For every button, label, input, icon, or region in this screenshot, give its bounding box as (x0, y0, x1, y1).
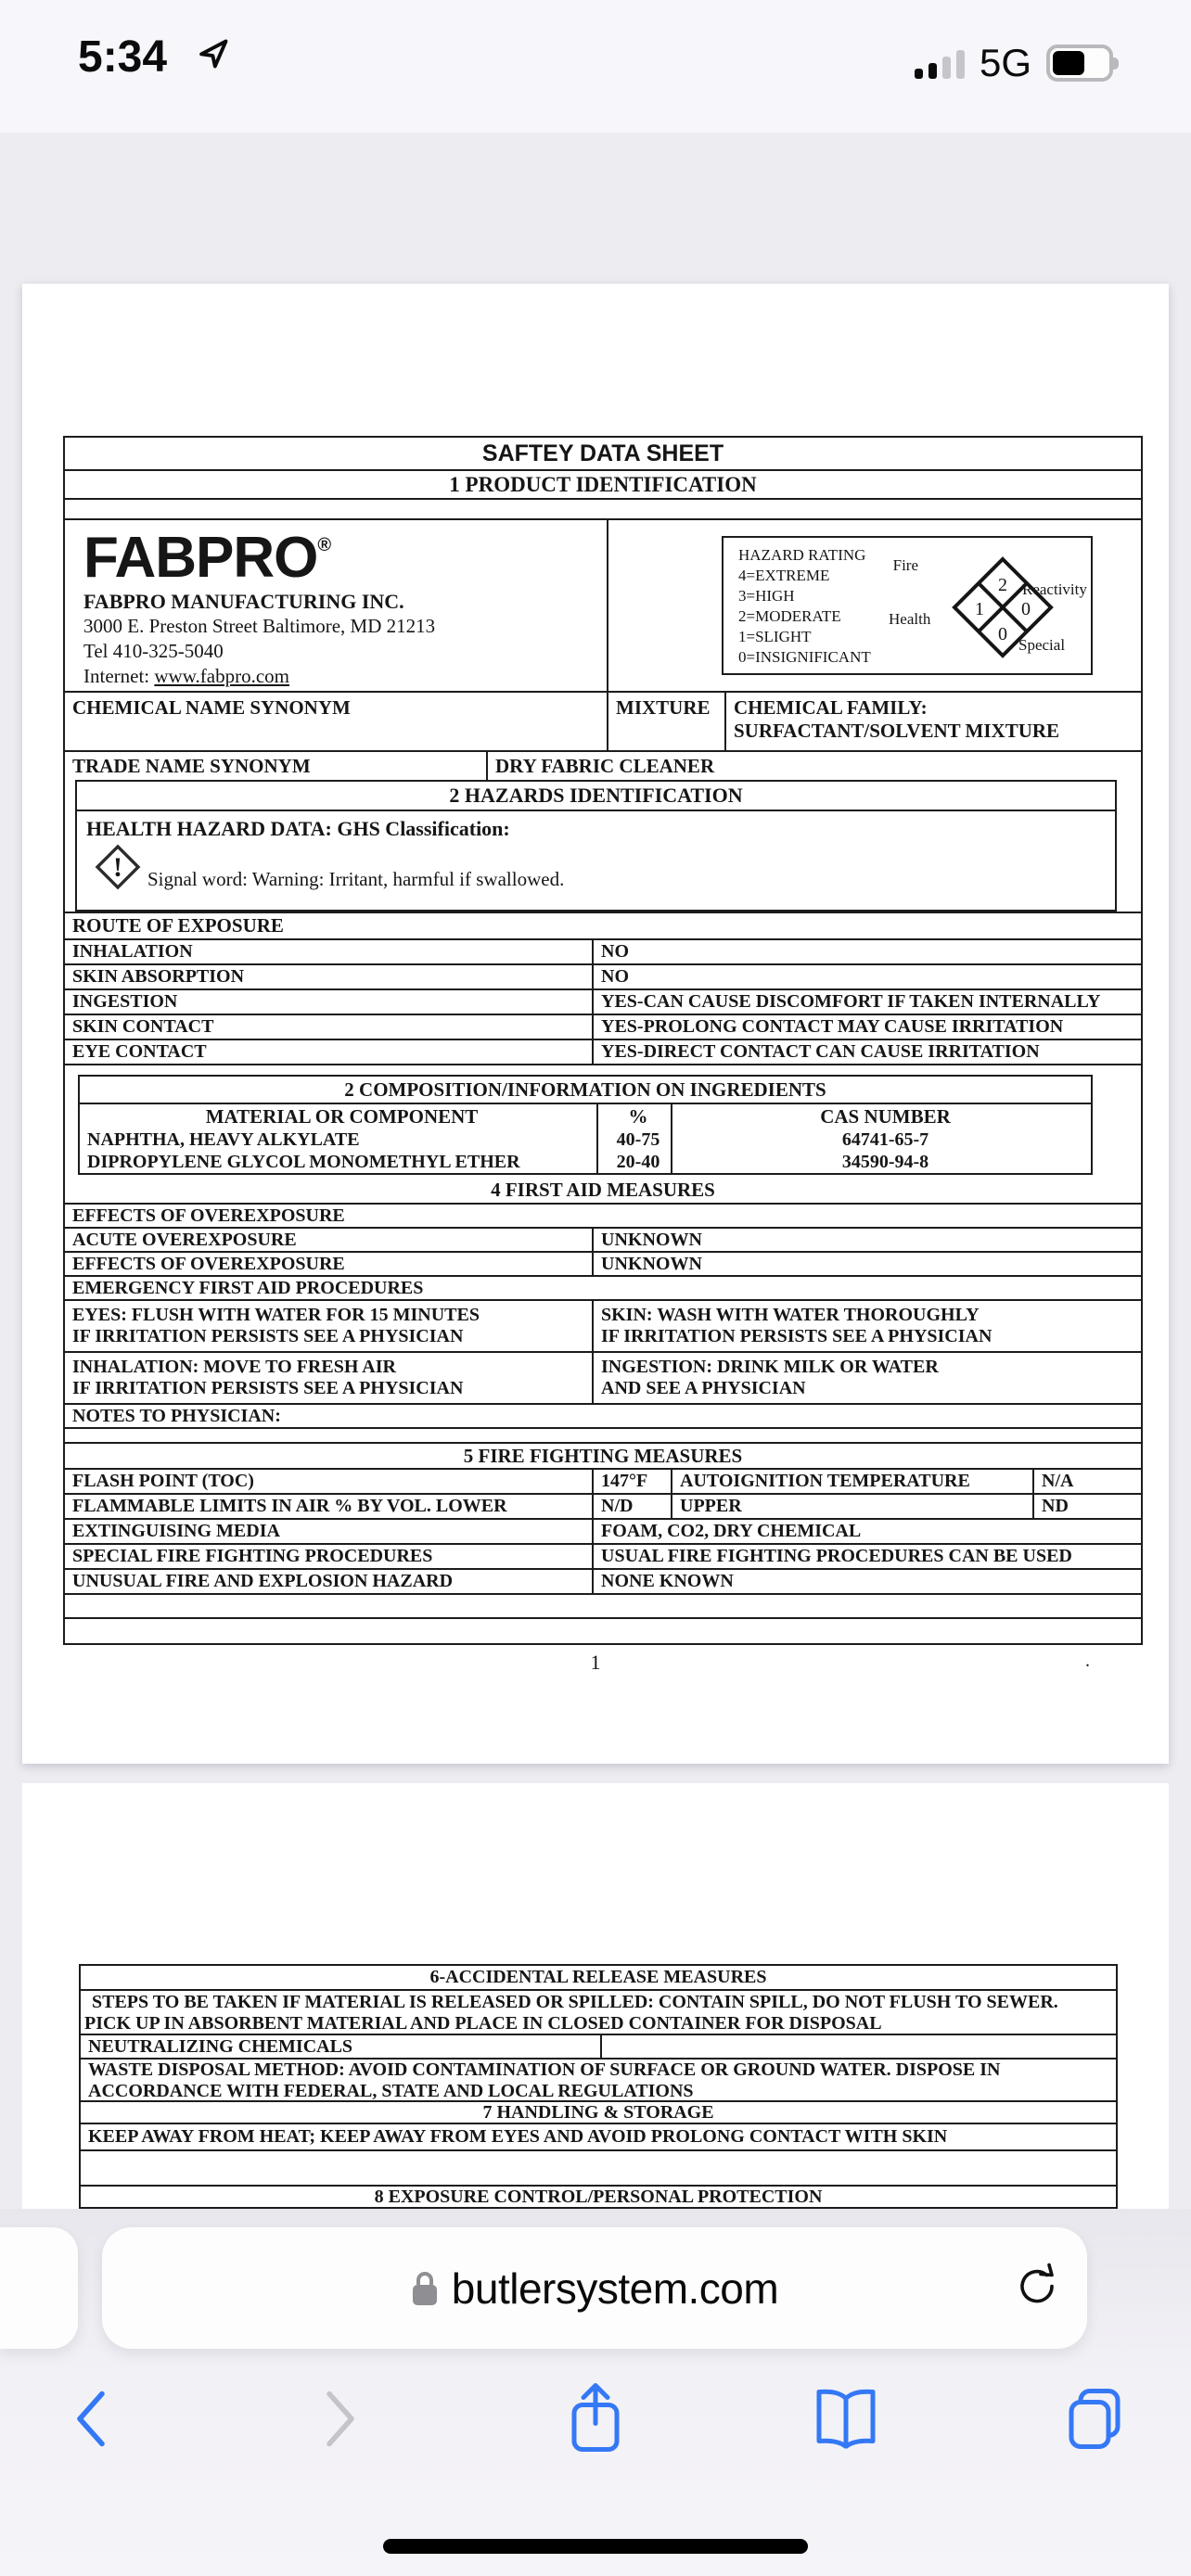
steps-row: STEPS TO BE TAKEN IF MATERIAL IS RELEASED OR SPILLED: CONTAIN SPILL, DO NOT FLUSH TO SEWER. PICK UP IN ABSORBENT MATERIAL AND PLACE IN CLOSED CONTAINER FOR DISPOSAL (81, 1989, 1116, 2034)
health-rating: 1 (975, 599, 984, 619)
hazard-legend: HAZARD RATING 4=EXTREME 3=HIGH 2=MODERATE 1=SLIGHT 0=INSIGNIFICANT (738, 546, 871, 666)
battery-icon (1046, 45, 1119, 82)
lock-icon (411, 2270, 439, 2307)
exposure-header-row: 8 EXPOSURE CONTROL/PERSONAL PROTECTION (81, 2185, 1116, 2207)
url-text: butlersystem.com (451, 2264, 779, 2313)
spacer-row (65, 498, 1141, 518)
flash-point-row: FLASH POINT (TOC) 147°F AUTOIGNITION TEMPERATURE N/A (65, 1468, 1141, 1493)
handling-header-row: 7 HANDLING & STORAGE (81, 2100, 1116, 2123)
stray-mark: . (1085, 1651, 1090, 1671)
pdf-page-2 (22, 1783, 1169, 2209)
spacer-row (65, 1427, 1141, 1442)
location-services-icon (197, 37, 230, 75)
hazards-id-header-row: 2 HAZARDS IDENTIFICATION (449, 784, 743, 807)
route-row-eye-contact: EYE CONTACT YES-DIRECT CONTACT CAN CAUSE IRRITATION (65, 1039, 1141, 1064)
back-button[interactable] (70, 2389, 109, 2455)
hazard-cell (607, 520, 1141, 691)
hazard-rating-box (722, 536, 1093, 675)
keep-away-row: KEEP AWAY FROM HEAT; KEEP AWAY FROM EYES AND AVOID PROLONG CONTACT WITH SKIN (81, 2123, 1116, 2149)
first-aid-header-row: 4 FIRST AID MEASURES (491, 1178, 715, 1201)
nfpa-diamond-icon (915, 538, 1091, 677)
reactivity-label: Reactivity (1022, 580, 1087, 598)
tabs-icon[interactable] (1064, 2388, 1125, 2455)
eyes-skin-row: EYES: FLUSH WITH WATER FOR 15 MINUTES IF IRRITATION PERSISTS SEE A PHYSICIAN SKIN: WASH WITH WATER THOROUGHLY IF IRRITATION PERSISTS SEE A PHYSICIAN (65, 1299, 1141, 1351)
safari-toolbar (0, 2361, 1191, 2481)
composition-row-2: DIPROPYLENE GLYCOL MONOMETHYL ETHER 20-40 34590-94-8 (80, 1151, 1091, 1173)
pdf-page-1 (22, 284, 1169, 1764)
extinguishing-media-row: EXTINGUISING MEDIA FOAM, CO2, DRY CHEMICAL (65, 1518, 1141, 1543)
company-website-line: Internet: www.fabpro.com (83, 665, 289, 687)
accidental-header-row: 6-ACCIDENTAL RELEASE MEASURES (429, 1967, 767, 1987)
neutralizing-row: NEUTRALIZING CHEMICALS (81, 2034, 1116, 2058)
acute-row: ACUTE OVEREXPOSURE UNKNOWN (65, 1227, 1141, 1251)
website-link[interactable]: www.fabpro.com (154, 665, 289, 687)
forward-button[interactable] (322, 2389, 361, 2455)
company-name: FABPRO MANUFACTURING INC. (83, 590, 404, 613)
status-indicators (915, 37, 1119, 89)
company-block (65, 520, 607, 691)
spacer-row (81, 2149, 1116, 2185)
doc-title-row (65, 438, 1141, 469)
url-bar[interactable] (102, 2227, 1087, 2349)
page-number: 1 (590, 1651, 601, 1674)
route-row-ingestion: INGESTION YES-CAN CAUSE DISCOMFORT IF TAKEN INTERNALLY (65, 988, 1141, 1014)
fabpro-logo: FABPRO® (83, 526, 331, 590)
composition-row-1: NAPHTHA, HEAVY ALKYLATE 40-75 64741-65-7 (80, 1129, 1091, 1151)
inhalation-ingestion-row: INHALATION: MOVE TO FRESH AIR IF IRRITATION PERSISTS SEE A PHYSICIAN INGESTION: DRINK MILK OR WATER AND SEE A PHYSICIAN (65, 1351, 1141, 1403)
reactivity-rating: 0 (1021, 599, 1031, 619)
waste-disposal-row: WASTE DISPOSAL METHOD: AVOID CONTAMINATION OF SURFACE OR GROUND WATER. DISPOSE IN ACCORDANCE WITH FEDERAL, STATE AND LOCAL REGULATIONS (81, 2058, 1116, 2100)
ghs-exclamation-icon (94, 843, 142, 891)
home-indicator[interactable] (383, 2539, 808, 2554)
fire-header-row: 5 FIRE FIGHTING MEASURES (65, 1442, 1141, 1468)
health-label: Health (889, 610, 931, 628)
special-procedures-row: SPECIAL FIRE FIGHTING PROCEDURES USUAL FIRE FIGHTING PROCEDURES CAN BE USED (65, 1543, 1141, 1568)
effects-header-row: EFFECTS OF OVEREXPOSURE (65, 1203, 1141, 1227)
refresh-button[interactable] (1017, 2263, 1059, 2314)
doc-title: SAFTEY DATA SHEET (481, 440, 724, 466)
route-row-inhalation: INHALATION NO (65, 938, 1141, 963)
composition-header-row: 2 COMPOSITION/INFORMATION ON INGREDIENTS (344, 1078, 826, 1101)
chemical-name-row: CHEMICAL NAME SYNONYM MIXTURE CHEMICAL FAMILY: SURFACTANT/SOLVENT MIXTURE (65, 691, 1141, 750)
unusual-hazard-row: UNUSUAL FIRE AND EXPLOSION HAZARD NONE KNOWN (65, 1568, 1141, 1593)
clock: 5:34 (78, 32, 168, 82)
composition-section (65, 1064, 1141, 1177)
effects-row: EFFECTS OF OVEREXPOSURE UNKNOWN (65, 1251, 1141, 1275)
section-1-header-row: 1 PRODUCT IDENTIFICATION (65, 469, 1141, 498)
network-type-label: 5G (979, 41, 1031, 84)
adjacent-tab-pill[interactable] (0, 2227, 78, 2349)
fire-label: Fire (892, 556, 918, 574)
company-address: 3000 E. Preston Street Baltimore, MD 21213 (83, 615, 436, 637)
share-icon[interactable] (567, 2381, 624, 2462)
spacer-row (65, 1593, 1141, 1617)
cellular-signal-icon (915, 47, 965, 79)
signal-word-line: Signal word: Warning: Irritant, harmful if swallowed. (147, 868, 565, 890)
ghs-box: HEALTH HAZARD DATA: GHS Classification: ! Signal word: Warning: Irritant, harmful if swallowed. (77, 810, 1115, 912)
fire-rating: 2 (998, 575, 1007, 595)
notes-row: NOTES TO PHYSICIAN: (65, 1403, 1141, 1427)
route-row-skin-absorption: SKIN ABSORPTION NO (65, 963, 1141, 988)
spacer-row (65, 1617, 1141, 1643)
emergency-header-row: EMERGENCY FIRST AID PROCEDURES (65, 1275, 1141, 1299)
company-phone: Tel 410-325-5040 (83, 640, 224, 662)
route-header-row: ROUTE OF EXPOSURE (65, 912, 1141, 938)
flammable-limits-row: FLAMMABLE LIMITS IN AIR % BY VOL. LOWER N/D UPPER ND (65, 1493, 1141, 1518)
special-rating: 0 (998, 624, 1007, 644)
route-row-skin-contact: SKIN CONTACT YES-PROLONG CONTACT MAY CAUSE IRRITATION (65, 1014, 1141, 1039)
special-label: Special (1018, 636, 1066, 654)
company-hazard-row (65, 518, 1141, 691)
hazards-id-section (65, 780, 1141, 912)
trade-name-row: TRADE NAME SYNONYM DRY FABRIC CLEANER (65, 750, 1141, 780)
status-bar (0, 0, 1191, 133)
svg-text:!: ! (113, 852, 122, 883)
bookmarks-icon[interactable] (812, 2390, 880, 2454)
composition-colheads: MATERIAL OR COMPONENT % CAS NUMBER (80, 1103, 1091, 1129)
safari-bottom-bar (0, 2209, 1191, 2576)
